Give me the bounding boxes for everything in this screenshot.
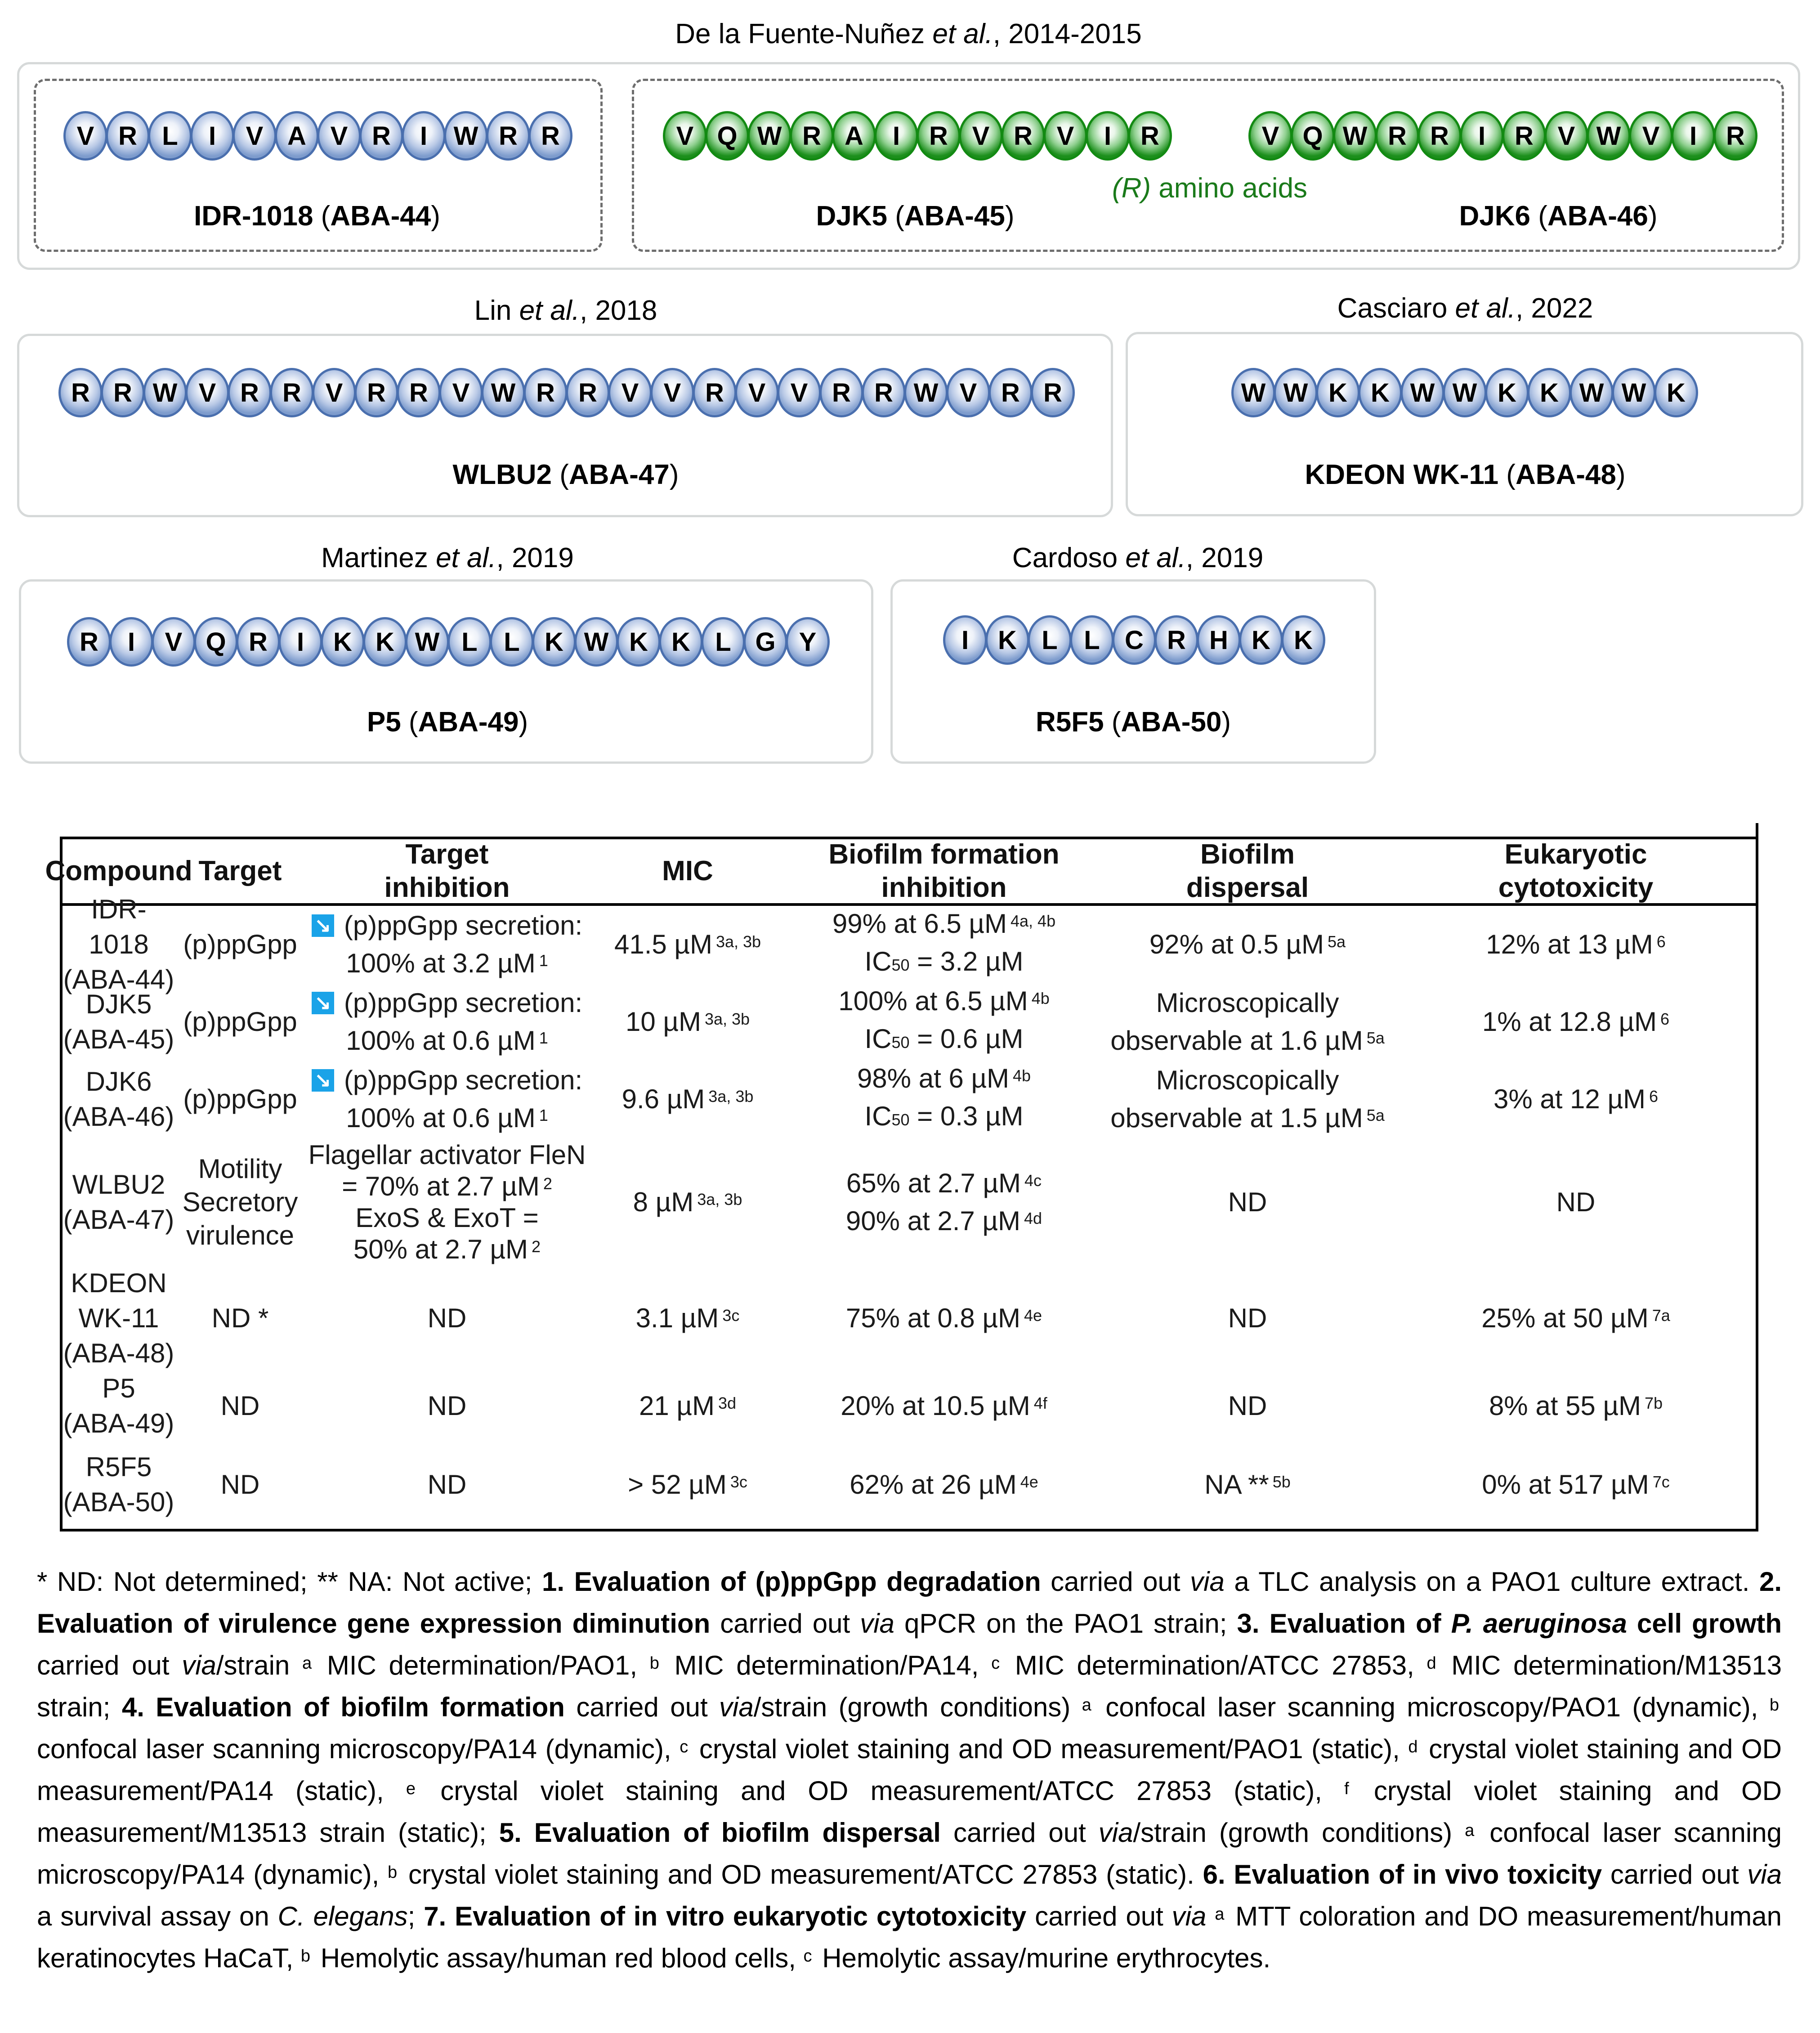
cell-line: ND — [427, 1469, 467, 1500]
compound-cell: R5F5 (ABA-50) — [63, 1452, 174, 1517]
r-amino-acids-note: (R) amino acids — [1112, 173, 1308, 204]
cell-line: 9.6 µM $^{3a, 3b}$ — [622, 1084, 754, 1114]
cytotoxicity-cell — [1394, 983, 1758, 1061]
cell-line: 92% at 0.5 µM $^{5a}$ — [1149, 929, 1346, 959]
amino-acid-bead: W — [444, 111, 488, 161]
cell-line: ND — [1556, 1187, 1596, 1217]
target-inhibition-cell — [305, 1138, 589, 1267]
footnote-fragment: via — [1190, 1567, 1225, 1597]
amino-acid-bead: R — [1031, 368, 1075, 417]
reference-author: Cardoso — [1012, 542, 1126, 573]
target-cell: ND — [220, 1391, 260, 1421]
footnote-fragment: a — [1465, 1821, 1475, 1840]
cell-line: 100% at 0.6 µM $^1$ — [346, 1025, 548, 1056]
reference-year: , 2019 — [496, 542, 574, 573]
amino-acid-bead: R — [486, 111, 530, 161]
mic-cell — [591, 1370, 784, 1442]
reference-etal: et al. — [519, 295, 580, 326]
down-arrow-icon: ↘ — [312, 914, 334, 937]
target-inhibition-cell — [305, 1442, 589, 1527]
table-footnotes: * ND: Not determined; ** NA: Not active; 1. Evaluation of (p)ppGpp degradation carried out via a TLC analysis on a PAO1 culture extract. 2. Evaluation of virulence gene expression diminution carried out via qPCR on the PAO1 strain; 3. Evaluation of P. aeruginosa cell growth carried out via/strain $^a$ MIC determination/PAO1, $^b$ MIC determination/PA14, $^c$ MIC determination/ATCC 27853, $^d$ MIC determination/M13513 strain; 4. Evaluation of biofilm formation carried out via/strain (growth conditions) $^a$ confocal laser scanning microscopy/PAO1 (dynamic), $^b$ confocal laser scanning microscopy/PA14 (dynamic), $^c$ crystal violet staining and OD measurement/PAO1 (static), $^d$ crystal violet staining and OD measurement/PA14 (static), $^e$ crystal violet staining and OD measurement/ATCC 27853 (static), $^f$ crystal violet staining and OD measurement/M13513 strain (static); 5. Evaluation of biofilm dispersal carried out via/strain (growth conditions) $^a$ confocal laser scanning microscopy/PA14 (dynamic), $^b$ crystal violet staining and OD measurement/ATCC 27853 (static). 6. Evaluation of in vivo toxicity carried out via a survival assay on C. elegans; 7. Evaluation of in vitro eukaryotic cytotoxicity carried out via $^a$ MTT coloration and DO measurement/human keratinocytes HaCaT, $^b$ Hemolytic assay/human red blood cells, $^c$ Hemolytic assay/murine erythrocytes. — [37, 1567, 1782, 1973]
amino-acid-bead: R — [523, 368, 568, 417]
reference-year: , 2018 — [580, 295, 657, 326]
cell-line: 25% at 50 µM $^{7a}$ — [1481, 1303, 1670, 1333]
amino-acid-bead: W — [1333, 111, 1377, 161]
cell-line: 1% at 12.8 µM $^6$ — [1482, 1007, 1670, 1037]
amino-acid-bead: K — [1527, 368, 1571, 417]
amino-acid-bead: R — [988, 368, 1033, 417]
amino-acid-bead: R — [58, 368, 103, 417]
reference-author: Lin — [474, 295, 519, 326]
reference-year: , 2019 — [1185, 542, 1264, 573]
footnote-fragment: d — [1408, 1737, 1418, 1756]
mic-cell — [591, 1061, 784, 1138]
target-cell: (p)ppGpp — [183, 929, 297, 959]
compound-label-r5f5: R5F5 (ABA-50) — [1035, 707, 1231, 738]
biofilm-formation-cell — [787, 906, 1101, 983]
cell-line: ND — [427, 1303, 467, 1333]
cell-line: Microscopically — [1156, 988, 1339, 1018]
biofilm-formation-cell — [787, 1370, 1101, 1442]
biofilm-dispersal-cell — [1104, 1267, 1391, 1370]
footnote-fragment: via — [719, 1692, 754, 1722]
cytotoxicity-cell — [1394, 1138, 1758, 1267]
amino-acid-bead: K — [1358, 368, 1402, 417]
reference-author: Martinez — [321, 542, 436, 573]
peptide-chain-p5 — [67, 617, 828, 667]
cell-line: ↘ (p)ppGpp secretion: — [312, 984, 582, 1022]
amino-acid-bead: K — [617, 617, 661, 667]
footnote-fragment: via — [182, 1650, 216, 1680]
cell-line: ND — [1228, 1391, 1267, 1421]
target-inhibition-cell — [305, 1370, 589, 1442]
amino-acid-bead: W — [904, 368, 948, 417]
peptide-chain-djk6 — [1248, 111, 1756, 161]
cell-line: IC50 = 0.6 µM — [864, 1024, 1024, 1054]
cell-line: ND — [1228, 1187, 1267, 1217]
footnote-fragment: b — [1769, 1696, 1779, 1715]
amino-acid-bead: W — [481, 368, 525, 417]
footnote-fragment: via — [860, 1608, 894, 1639]
cell-line: 75% at 0.8 µM $^{4e}$ — [845, 1303, 1042, 1333]
biofilm-dispersal-cell — [1104, 1370, 1391, 1442]
footnote-fragment: 7. Evaluation of in vitro eukaryotic cytotoxicity — [424, 1901, 1027, 1931]
cell-line: Flagellar activator FleN — [308, 1140, 586, 1170]
amino-acid-bead: R — [917, 111, 961, 161]
amino-acid-bead: L — [701, 617, 745, 667]
footnote-fragment: e — [406, 1779, 416, 1798]
footnote-fragment: via — [1747, 1859, 1782, 1890]
amino-acid-bead: W — [1400, 368, 1444, 417]
mic-cell — [591, 1442, 784, 1527]
amino-acid-bead: I — [943, 615, 987, 665]
amino-acid-bead: V — [317, 111, 361, 161]
amino-acid-bead: V — [233, 111, 277, 161]
table-header-2: Target inhibition — [384, 839, 510, 903]
amino-acid-bead: R — [1418, 111, 1462, 161]
cell-line: 21 µM $^{3d}$ — [639, 1391, 736, 1421]
cell-line: 41.5 µM $^{3a, 3b}$ — [614, 929, 761, 959]
amino-acid-bead: R — [1128, 111, 1172, 161]
target-inhibition-cell — [305, 906, 589, 983]
cytotoxicity-cell — [1394, 1370, 1758, 1442]
amino-acid-bead: R — [354, 368, 398, 417]
amino-acid-bead: V — [959, 111, 1003, 161]
footnote-fragment: 2. Evaluation of virulence gene expression diminution — [37, 1567, 1782, 1639]
biofilm-dispersal-cell — [1104, 906, 1391, 983]
amino-acid-bead: R — [1713, 111, 1757, 161]
amino-acid-bead: R — [359, 111, 403, 161]
footnote-fragment: a — [1215, 1905, 1225, 1924]
amino-acid-bead: Q — [705, 111, 749, 161]
amino-acid-bead: R — [1375, 111, 1419, 161]
amino-acid-bead: V — [946, 368, 990, 417]
amino-acid-bead: K — [1654, 368, 1698, 417]
cell-line: 0% at 517 µM $^{7c}$ — [1482, 1469, 1670, 1500]
table-header-1: Target — [198, 855, 282, 887]
amino-acid-bead: I — [190, 111, 234, 161]
amino-acid-bead: V — [735, 368, 779, 417]
amino-acid-bead: K — [363, 617, 407, 667]
footnote-fragment: C. elegans — [277, 1901, 408, 1931]
amino-acid-bead: V — [608, 368, 652, 417]
cell-line: > 52 µM $^{3c}$ — [628, 1469, 747, 1500]
footnote-fragment: 3. Evaluation of — [1237, 1608, 1451, 1639]
cell-line: ↘ (p)ppGpp secretion: — [312, 907, 582, 945]
amino-acid-bead: K — [532, 617, 576, 667]
footnote-fragment: b — [649, 1654, 659, 1673]
compound-label-wlbu2: WLBU2 (ABA-47) — [452, 459, 679, 490]
target-cell: Motility Secretory virulence — [182, 1154, 298, 1250]
target-cell: ND * — [211, 1303, 269, 1333]
cell-line: IC50 = 3.2 µM — [864, 946, 1024, 976]
cell-line: 8% at 55 µM $^{7b}$ — [1489, 1391, 1663, 1421]
amino-acid-bead: R — [397, 368, 441, 417]
amino-acid-bead: W — [143, 368, 187, 417]
biofilm-dispersal-cell — [1104, 1442, 1391, 1527]
biofilm-dispersal-cell — [1104, 1138, 1391, 1267]
target-inhibition-cell — [305, 1267, 589, 1370]
cell-line: 10 µM $^{3a, 3b}$ — [625, 1007, 750, 1037]
compound-cell: DJK5 (ABA-45) — [63, 989, 174, 1054]
cytotoxicity-cell — [1394, 906, 1758, 983]
compound-cell: IDR-1018 (ABA-44) — [63, 894, 174, 994]
footnote-fragment: c — [680, 1737, 689, 1756]
footnote-fragment: a — [1082, 1696, 1091, 1715]
reference-author: De la Fuente-Nuñez — [675, 18, 925, 49]
amino-acid-bead: A — [832, 111, 876, 161]
reference-year: , 2022 — [1515, 293, 1593, 324]
cell-line: 100% at 0.6 µM $^1$ — [346, 1103, 548, 1133]
reference-title-casciaro — [1337, 292, 1593, 324]
amino-acid-bead: W — [405, 617, 449, 667]
cell-line: 8 µM $^{3a, 3b}$ — [633, 1187, 742, 1217]
target-inhibition-cell — [305, 983, 589, 1061]
cell-line: 3% at 12 µM $^6$ — [1493, 1084, 1659, 1114]
peptide-chain-wlbu2 — [58, 368, 1073, 417]
amino-acid-bead: L — [1070, 615, 1114, 665]
cell-line: 62% at 26 µM $^{4e}$ — [850, 1469, 1038, 1500]
amino-acid-bead: W — [1231, 368, 1275, 417]
amino-acid-bead: R — [528, 111, 572, 161]
amino-acid-bead: I — [278, 617, 322, 667]
amino-acid-bead: V — [152, 617, 196, 667]
amino-acid-bead: I — [874, 111, 918, 161]
amino-acid-bead: R — [819, 368, 863, 417]
cell-line: observable at 1.5 µM $^{5a}$ — [1110, 1103, 1385, 1133]
cell-line: 12% at 13 µM $^6$ — [1486, 929, 1666, 959]
cell-line: 100% at 3.2 µM $^1$ — [346, 948, 548, 978]
amino-acid-bead: R — [67, 617, 111, 667]
footnote-fragment: b — [300, 1947, 311, 1966]
reference-title-lin — [474, 295, 657, 327]
footnote-fragment: a — [302, 1654, 312, 1673]
amino-acid-bead: R — [101, 368, 145, 417]
reference-title-cardoso — [1012, 542, 1263, 574]
amino-acid-bead: I — [109, 617, 153, 667]
biofilm-dispersal-cell — [1104, 983, 1391, 1061]
cell-line: 3.1 µM $^{3c}$ — [635, 1303, 740, 1333]
cell-line: 50% at 2.7 µM $^2$ — [353, 1234, 541, 1264]
amino-acid-bead: R — [270, 368, 314, 417]
amino-acid-bead: L — [1028, 615, 1072, 665]
cell-line: IC50 = 0.3 µM — [864, 1101, 1024, 1131]
cell-line: ND — [427, 1391, 467, 1421]
table-header-6: Eukaryotic cytotoxicity — [1498, 839, 1654, 903]
compound-label-idr1018: IDR-1018 (ABA-44) — [194, 201, 440, 232]
target-cell: (p)ppGpp — [183, 1084, 297, 1114]
compound-cell: P5 (ABA-49) — [63, 1373, 174, 1438]
reference-etal: et al. — [1125, 542, 1186, 573]
footnote-fragment: c — [991, 1654, 1000, 1673]
cell-line: ND — [1228, 1303, 1267, 1333]
amino-acid-bead: R — [236, 617, 280, 667]
reference-title-martinez — [321, 542, 574, 574]
amino-acid-bead: C — [1112, 615, 1156, 665]
cytotoxicity-cell — [1394, 1267, 1758, 1370]
amino-acid-bead: R — [566, 368, 610, 417]
peptide-chain-djk5 — [663, 111, 1170, 161]
amino-acid-bead: W — [1443, 368, 1487, 417]
peptide-chain-r5f5 — [943, 615, 1324, 665]
amino-acid-bead: V — [663, 111, 707, 161]
reference-author: Casciaro — [1337, 293, 1455, 324]
cell-line: NA ** $^{5b}$ — [1204, 1469, 1291, 1500]
footnote-fragment: d — [1426, 1654, 1436, 1673]
reference-title-delafuente — [675, 18, 1141, 50]
cell-line: 90% at 2.7 µM $^{4d}$ — [845, 1206, 1042, 1236]
amino-acid-bead: G — [743, 617, 787, 667]
table-header-4: Biofilm formation inhibition — [828, 839, 1060, 903]
amino-acid-bead: R — [1154, 615, 1198, 665]
amino-acid-bead: V — [1544, 111, 1588, 161]
footnote-fragment: via — [1098, 1818, 1133, 1848]
amino-acid-bead: L — [148, 111, 192, 161]
amino-acid-bead: L — [490, 617, 534, 667]
amino-acid-bead: Q — [194, 617, 238, 667]
footnote-fragment: 6. Evaluation of in vivo toxicity — [1203, 1859, 1602, 1890]
cell-line: observable at 1.6 µM $^{5a}$ — [1110, 1025, 1385, 1056]
reference-etal: et al. — [932, 18, 993, 49]
amino-acid-bead: V — [777, 368, 821, 417]
amino-acid-bead: K — [985, 615, 1029, 665]
cell-line: 99% at 6.5 µM $^{4a, 4b}$ — [832, 909, 1056, 939]
cell-line: ExoS & ExoT = — [355, 1203, 539, 1233]
amino-acid-bead: V — [650, 368, 694, 417]
amino-acid-bead: W — [1274, 368, 1318, 417]
amino-acid-bead: I — [1460, 111, 1504, 161]
amino-acid-bead: W — [1587, 111, 1631, 161]
amino-acid-bead: K — [321, 617, 365, 667]
amino-acid-bead: V — [439, 368, 483, 417]
mic-cell — [591, 906, 784, 983]
amino-acid-bead: V — [1248, 111, 1292, 161]
mic-cell — [591, 1138, 784, 1267]
amino-acid-bead: K — [1316, 368, 1360, 417]
table-header-3: MIC — [662, 855, 713, 887]
footnote-fragment: 5. Evaluation of biofilm dispersal — [499, 1818, 941, 1848]
peptide-chain-idr1018 — [63, 111, 571, 161]
amino-acid-bead: R — [106, 111, 150, 161]
footnote-fragment: P. aeruginosa — [1451, 1608, 1627, 1639]
compound-label-djk5: DJK5 (ABA-45) — [816, 201, 1015, 232]
amino-acid-bead: V — [63, 111, 107, 161]
amino-acid-bead: Y — [786, 617, 830, 667]
target-cell: ND — [220, 1469, 260, 1500]
amino-acid-bead: Q — [1291, 111, 1335, 161]
down-arrow-icon: ↘ — [312, 992, 334, 1014]
cytotoxicity-cell — [1394, 1061, 1758, 1138]
footnote-fragment: c — [803, 1947, 812, 1966]
biofilm-formation-cell — [787, 1061, 1101, 1138]
target-inhibition-cell — [305, 1061, 589, 1138]
amino-acid-bead: R — [790, 111, 834, 161]
cytotoxicity-cell — [1394, 1442, 1758, 1527]
biofilm-formation-cell — [787, 1138, 1101, 1267]
reference-etal: et al. — [436, 542, 496, 573]
cell-line: 20% at 10.5 µM $^{4f}$ — [841, 1391, 1047, 1421]
compound-cell: DJK6 (ABA-46) — [63, 1066, 174, 1132]
amino-acid-bead: R — [1502, 111, 1546, 161]
biofilm-formation-cell — [787, 1442, 1101, 1527]
compound-label-p5: P5 (ABA-49) — [367, 707, 528, 738]
reference-etal: et al. — [1455, 293, 1516, 324]
amino-acid-bead: W — [1570, 368, 1614, 417]
table-header-5: Biofilm dispersal — [1186, 839, 1309, 903]
target-cell: (p)ppGpp — [183, 1007, 297, 1037]
biofilm-dispersal-cell — [1104, 1061, 1391, 1138]
mic-cell — [591, 1267, 784, 1370]
amino-acid-bead: R — [862, 368, 906, 417]
amino-acid-bead: V — [185, 368, 229, 417]
activity-table — [45, 837, 1758, 1531]
footnote-fragment: cell growth — [1627, 1608, 1782, 1639]
compound-cell: WLBU2 (ABA-47) — [63, 1169, 174, 1235]
footnote-fragment: b — [388, 1863, 398, 1882]
amino-acid-bead: V — [1629, 111, 1673, 161]
amino-acid-bead: W — [574, 617, 618, 667]
amino-acid-bead: R — [1001, 111, 1045, 161]
amino-acid-bead: R — [693, 368, 737, 417]
table-header-0: Compound — [45, 855, 192, 887]
amino-acid-bead: L — [447, 617, 492, 667]
amino-acid-bead: I — [1671, 111, 1715, 161]
amino-acid-bead: W — [747, 111, 791, 161]
footnote-fragment: via — [1172, 1901, 1207, 1931]
amino-acid-bead: H — [1197, 615, 1241, 665]
cell-line: 98% at 6 µM $^{4b}$ — [857, 1063, 1031, 1093]
amino-acid-bead: K — [1239, 615, 1283, 665]
cell-line: ↘ (p)ppGpp secretion: — [312, 1061, 582, 1099]
amino-acid-bead: V — [312, 368, 356, 417]
biofilm-formation-cell — [787, 1267, 1101, 1370]
cell-line: = 70% at 2.7 µM $^2$ — [342, 1171, 552, 1201]
amino-acid-bead: I — [402, 111, 446, 161]
amino-acid-bead: K — [1281, 615, 1325, 665]
reference-year: , 2014-2015 — [993, 18, 1142, 49]
amino-acid-bead: W — [1612, 368, 1656, 417]
compound-label-kdeon: KDEON WK-11 (ABA-48) — [1305, 459, 1626, 490]
down-arrow-icon: ↘ — [312, 1069, 334, 1092]
footnote-fragment: f — [1344, 1779, 1349, 1798]
peptide-chain-kdeon — [1231, 368, 1696, 417]
compound-label-djk6: DJK6 (ABA-46) — [1459, 201, 1658, 232]
amino-acid-bead: K — [1485, 368, 1529, 417]
amino-acid-bead: I — [1086, 111, 1130, 161]
amino-acid-bead: A — [275, 111, 319, 161]
amino-acid-bead: K — [659, 617, 703, 667]
footnote-fragment: 4. Evaluation of biofilm formation — [121, 1692, 565, 1722]
compound-cell: KDEON WK-11 (ABA-48) — [63, 1268, 174, 1368]
cell-line: Microscopically — [1156, 1065, 1339, 1095]
cell-line: 65% at 2.7 µM $^{4c}$ — [846, 1168, 1042, 1198]
mic-cell — [591, 983, 784, 1061]
amino-acid-bead: V — [1043, 111, 1087, 161]
footnote-fragment: 1. Evaluation of (p)ppGpp degradation — [541, 1567, 1041, 1597]
amino-acid-bead: R — [228, 368, 272, 417]
cell-line: 100% at 6.5 µM $^{4b}$ — [838, 986, 1050, 1016]
biofilm-formation-cell — [787, 983, 1101, 1061]
